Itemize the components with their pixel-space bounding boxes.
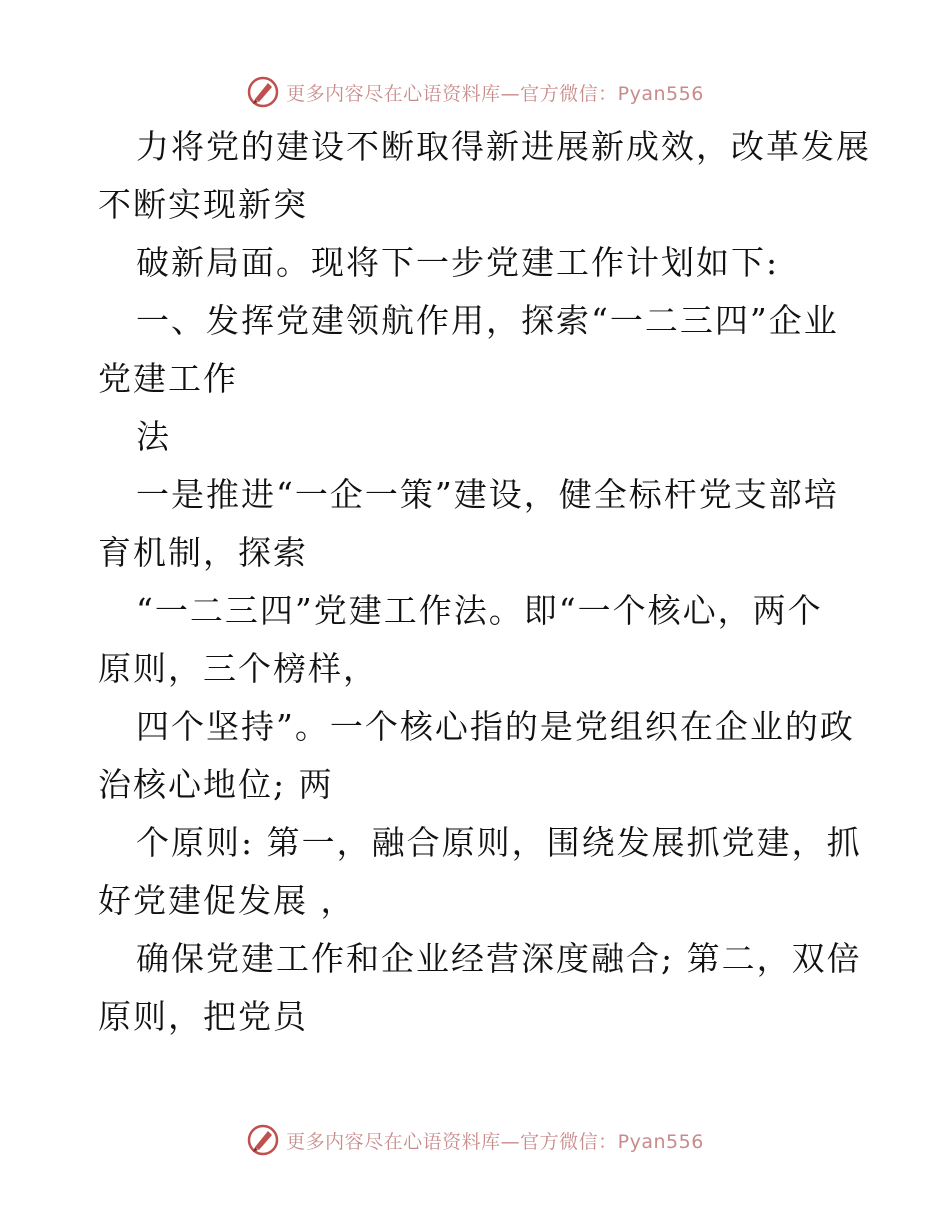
body-line: “一二三四”党建工作法。即“一个核心，两个 (136, 591, 823, 630)
body-line: 法 (136, 417, 171, 456)
body-line: 党建工作 (98, 359, 238, 398)
watermark-text: 更多内容尽在心语资料库—官方微信：Pyan556 (286, 1130, 704, 1153)
footer-watermark (0, 1120, 950, 1160)
body-line: 好党建促发展 ， (98, 881, 356, 920)
body-line: 治核心地位; 两 (98, 765, 334, 804)
body-line: 一、发挥党建领航作用，探索“一二三四”企业 (136, 301, 839, 340)
body-line: 原则，三个榜样， (98, 649, 378, 688)
pen-logo-icon (246, 75, 280, 109)
body-line: 原则，把党员 (98, 997, 308, 1036)
watermark-text: 更多内容尽在心语资料库—官方微信：Pyan556 (286, 82, 704, 105)
body-line: 确保党建工作和企业经营深度融合; 第二，双倍 (136, 939, 862, 978)
pen-logo-icon (246, 1123, 280, 1157)
body-line: 破新局面。现将下一步党建工作计划如下: (136, 243, 780, 282)
header-watermark (0, 72, 950, 112)
body-line: 力将党的建设不断取得新进展新成效，改革发展 (136, 127, 871, 166)
body-line: 四个坚持”。一个核心指的是党组织在企业的政 (136, 707, 855, 746)
body-line: 个原则: 第一，融合原则，围绕发展抓党建，抓 (136, 823, 862, 862)
body-line: 育机制，探索 (98, 533, 308, 572)
body-line: 不断实现新突 (98, 185, 308, 224)
body-line: 一是推进“一企一策”建设，健全标杆党支部培 (136, 475, 839, 514)
document-body (98, 118, 871, 1046)
